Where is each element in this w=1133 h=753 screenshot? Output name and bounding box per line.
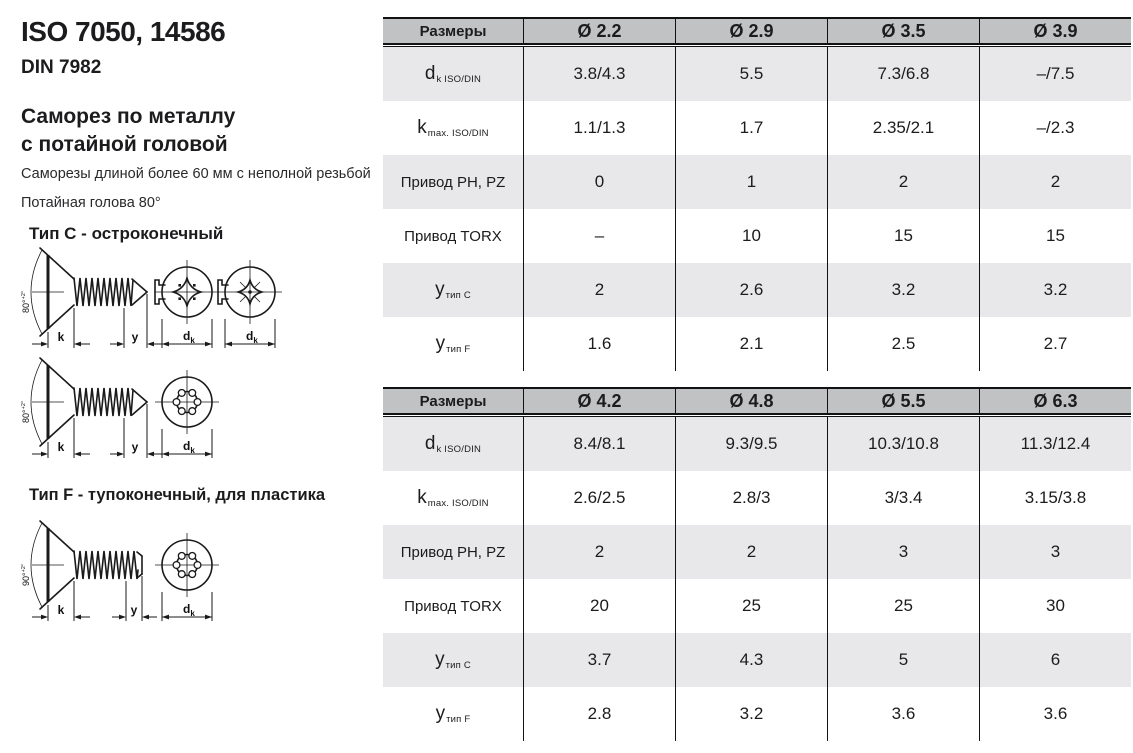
value-cell: 5 — [827, 633, 979, 687]
type-c-drawing-ph-pz — [16, 247, 284, 355]
row-label-subscript: k ISO/DIN — [436, 73, 482, 85]
row-label — [383, 417, 523, 471]
row-label-symbol: d — [424, 63, 436, 84]
row-label — [383, 525, 523, 579]
description-line1: Саморезы длиной более 60 мм с неполной резьбой — [21, 166, 371, 182]
row-label — [383, 263, 523, 317]
value-cell: 3.15/3.8 — [979, 471, 1131, 525]
column-header-diameter: Ø 4.8 — [675, 389, 827, 413]
product-name-line2: с потайной головой — [21, 132, 228, 156]
row-label-symbol: y — [435, 333, 446, 354]
value-cell: 2.8/3 — [675, 471, 827, 525]
y-dim-label: y — [131, 330, 139, 344]
row-label-subscript: тип F — [446, 343, 471, 355]
value-cell: 3.2 — [675, 687, 827, 741]
value-cell: 10.3/10.8 — [827, 417, 979, 471]
value-cell: –/2.3 — [979, 101, 1131, 155]
angle-label: 80°$^{+2^\circ}$ — [21, 400, 31, 423]
value-cell: 3.2 — [979, 263, 1131, 317]
pz-head-top-view — [218, 260, 282, 348]
row-label-symbol: k — [417, 117, 427, 138]
page-title: ISO 7050, 14586 — [21, 16, 226, 47]
torx-head-top-view — [155, 533, 219, 621]
value-cell: 3.8/4.3 — [523, 47, 675, 101]
value-cell: 6 — [979, 633, 1131, 687]
value-cell: 2 — [979, 155, 1131, 209]
column-header-sizes: Размеры — [419, 22, 487, 40]
value-cell: 3.2 — [827, 263, 979, 317]
column-header-diameter: Ø 6.3 — [979, 389, 1131, 413]
angle-label: 90°$^{+2^\circ}$ — [21, 563, 31, 586]
standard-subtitle: DIN 7982 — [21, 57, 102, 78]
product-name-line1: Саморез по металлу — [21, 105, 236, 128]
value-cell: – — [523, 209, 675, 263]
row-label-subscript: тип C — [445, 289, 471, 301]
dk-dim-label: $d_k$ — [246, 329, 258, 345]
value-cell: 4.3 — [675, 633, 827, 687]
row-label-text: Привод PH, PZ — [400, 543, 506, 561]
angle-label: 80°$^{+2^\circ}$ — [21, 290, 31, 313]
column-header-diameter: Ø 5.5 — [827, 389, 979, 413]
table-header-row — [383, 17, 1131, 45]
row-label-symbol: y — [435, 703, 446, 724]
value-cell: 3.6 — [979, 687, 1131, 741]
value-cell: 2 — [827, 155, 979, 209]
row-label-symbol: d — [424, 433, 436, 454]
value-cell: 3.7 — [523, 633, 675, 687]
value-cell: 8.4/8.1 — [523, 417, 675, 471]
row-label-subscript: max. ISO/DIN — [427, 127, 489, 139]
row-label-symbol: k — [417, 487, 427, 508]
screw-side-view — [21, 358, 147, 446]
value-cell: 2 — [523, 263, 675, 317]
screw-side-view — [21, 521, 142, 609]
ph-head-top-view — [155, 260, 219, 348]
value-cell: 10 — [675, 209, 827, 263]
row-label — [383, 579, 523, 633]
row-label — [383, 155, 523, 209]
value-cell: 15 — [827, 209, 979, 263]
value-cell: 15 — [979, 209, 1131, 263]
value-cell: 3 — [979, 525, 1131, 579]
value-cell: 2.7 — [979, 317, 1131, 371]
value-cell: 2 — [675, 525, 827, 579]
value-cell: 25 — [827, 579, 979, 633]
row-label-symbol: y — [435, 279, 445, 300]
value-cell: 7.3/6.8 — [827, 47, 979, 101]
value-cell: 20 — [523, 579, 675, 633]
value-cell: 30 — [979, 579, 1131, 633]
y-dim-label: y — [130, 603, 138, 617]
k-dim-label: k — [57, 603, 65, 617]
table-row — [383, 525, 1131, 579]
row-label-subscript: max. ISO/DIN — [427, 497, 489, 509]
column-header-diameter: Ø 2.9 — [675, 19, 827, 43]
value-cell: 0 — [523, 155, 675, 209]
table-row — [383, 317, 1131, 371]
product-description — [21, 160, 371, 218]
type-f-drawing-torx — [16, 520, 221, 628]
value-cell: 2.6 — [675, 263, 827, 317]
row-label-subscript: тип C — [445, 659, 471, 671]
value-cell: 11.3/12.4 — [979, 417, 1131, 471]
value-cell: 5.5 — [675, 47, 827, 101]
value-cell: 1.7 — [675, 101, 827, 155]
table-row — [383, 101, 1131, 155]
column-header-diameter: Ø 4.2 — [523, 389, 675, 413]
table-row — [383, 263, 1131, 317]
description-line2: Потайная голова 80° — [21, 195, 161, 211]
table-row — [383, 633, 1131, 687]
table-row — [383, 687, 1131, 741]
row-label — [383, 47, 523, 101]
table-row — [383, 155, 1131, 209]
column-header-sizes: Размеры — [419, 392, 487, 410]
k-dim-label: k — [57, 330, 65, 344]
table-row — [383, 471, 1131, 525]
row-label-subscript: тип F — [446, 713, 471, 725]
row-label — [383, 101, 523, 155]
type-c-heading: Тип C - остроконечный — [29, 224, 224, 243]
value-cell: 1.6 — [523, 317, 675, 371]
column-header-diameter: Ø 3.9 — [979, 19, 1131, 43]
dk-dim-label: $d_k$ — [183, 602, 195, 618]
value-cell: 3.6 — [827, 687, 979, 741]
value-cell: 1.1/1.3 — [523, 101, 675, 155]
dimension-table-small-diameters — [383, 17, 1131, 371]
type-f-heading: Тип F - тупоконечный, для пластика — [29, 486, 326, 504]
row-label-text: Привод PH, PZ — [400, 173, 506, 191]
table-body — [383, 47, 1131, 371]
column-header-diameter: Ø 2.2 — [523, 19, 675, 43]
value-cell: 2.5 — [827, 317, 979, 371]
row-label — [383, 687, 523, 741]
row-label — [383, 471, 523, 525]
value-cell: 3/3.4 — [827, 471, 979, 525]
value-cell: –/7.5 — [979, 47, 1131, 101]
screw-side-view — [21, 248, 147, 336]
type-c-drawing-torx — [16, 357, 221, 465]
dk-dim-label: $d_k$ — [183, 439, 195, 455]
row-label — [383, 317, 523, 371]
row-label-subscript: k ISO/DIN — [436, 443, 482, 455]
table-row — [383, 579, 1131, 633]
column-header-diameter: Ø 3.5 — [827, 19, 979, 43]
row-label-text: Привод TORX — [404, 597, 502, 615]
y-dimension — [112, 576, 157, 621]
value-cell: 2.6/2.5 — [523, 471, 675, 525]
table-header-row — [383, 387, 1131, 415]
table-row — [383, 417, 1131, 471]
table-row — [383, 209, 1131, 263]
table-row — [383, 47, 1131, 101]
k-dim-label: k — [57, 440, 65, 454]
value-cell: 1 — [675, 155, 827, 209]
k-dimension — [32, 581, 90, 621]
dk-dim-label: $d_k$ — [183, 329, 195, 345]
value-cell: 25 — [675, 579, 827, 633]
row-label-symbol: y — [435, 649, 445, 670]
table-body — [383, 417, 1131, 741]
k-dimension — [32, 418, 90, 458]
value-cell: 2 — [523, 525, 675, 579]
value-cell: 9.3/9.5 — [675, 417, 827, 471]
dimension-table-large-diameters — [383, 387, 1131, 741]
row-label — [383, 209, 523, 263]
row-label — [383, 633, 523, 687]
dimension-tables — [383, 17, 1131, 741]
y-dim-label: y — [131, 440, 139, 454]
value-cell: 2.35/2.1 — [827, 101, 979, 155]
torx-head-top-view — [155, 370, 219, 458]
value-cell: 2.1 — [675, 317, 827, 371]
value-cell: 3 — [827, 525, 979, 579]
k-dimension — [32, 308, 90, 348]
row-label-text: Привод TORX — [404, 227, 502, 245]
value-cell: 2.8 — [523, 687, 675, 741]
product-name — [21, 103, 235, 159]
